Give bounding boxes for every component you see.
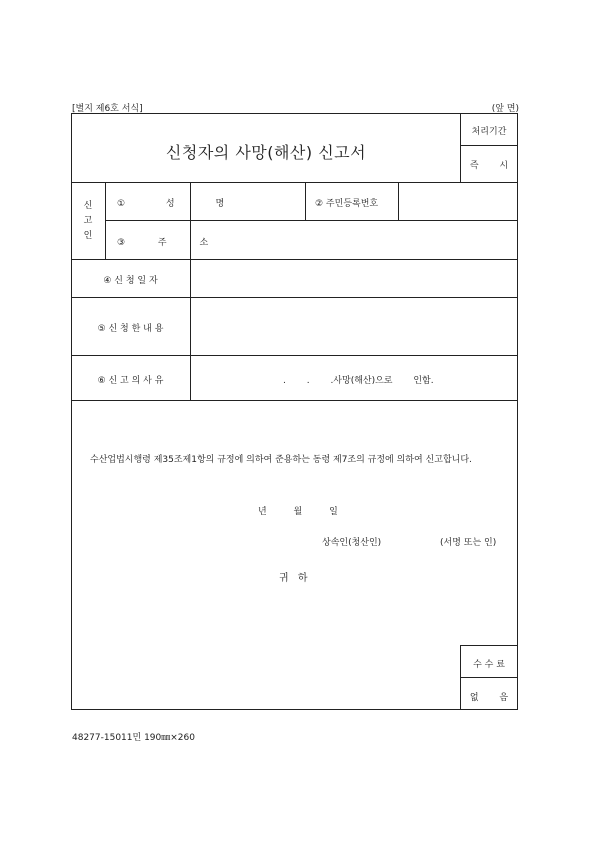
application-date-label: ④ 신 청 일 자 [103, 276, 158, 286]
reporter-group-label [71, 199, 105, 244]
signature-date-line: 년 월 일 [258, 507, 338, 517]
reporter-char: 고 [83, 216, 93, 226]
resident-number-label: ② 주민등록번호 [315, 199, 379, 209]
divider [305, 182, 306, 220]
signature-hint: (서명 또는 인) [440, 538, 497, 548]
fee-value: 없 음 [469, 693, 509, 703]
signer-label: 상속인(청산인) [322, 538, 382, 548]
divider [460, 145, 518, 146]
application-content-label: ⑤ 신 청 한 내 용 [97, 324, 164, 334]
divider [460, 645, 518, 646]
reason-text: . . .사망(해산)으로 인함. [283, 376, 434, 386]
name-field[interactable] [191, 183, 304, 219]
application-date-field[interactable] [191, 260, 517, 296]
address-label: ③ 주 소 [117, 238, 209, 248]
address-field[interactable] [191, 221, 517, 258]
application-content-field[interactable] [191, 298, 517, 354]
divider [71, 355, 518, 356]
reason-label: ⑥ 신 고 의 사 유 [97, 376, 164, 386]
form-number-label: [별지 제6호 서식] [72, 104, 143, 114]
reporter-char: 인 [83, 231, 93, 241]
fee-label: 수 수 료 [473, 660, 505, 670]
form-footer-code: 48277-15011민 190㎜×260 [72, 733, 195, 743]
divider [460, 677, 518, 678]
divider [105, 182, 106, 259]
declaration-statement: 수산업법시행령 제35조제1항의 규정에 의하여 준용하는 동령 제7조의 규정에 의하여 신고합니다. [90, 455, 472, 465]
page-side-label: (앞 면) [491, 104, 519, 114]
processing-period-label: 처리기간 [471, 127, 507, 137]
divider [71, 400, 518, 401]
processing-period-value: 즉 시 [469, 161, 509, 171]
resident-number-field[interactable] [399, 183, 517, 219]
name-label: ① 성 명 [117, 199, 225, 209]
form-title: 신청자의 사망(해산) 신고서 [165, 143, 367, 162]
reporter-char: 신 [83, 201, 93, 211]
addressee-label: 귀 하 [279, 573, 308, 584]
